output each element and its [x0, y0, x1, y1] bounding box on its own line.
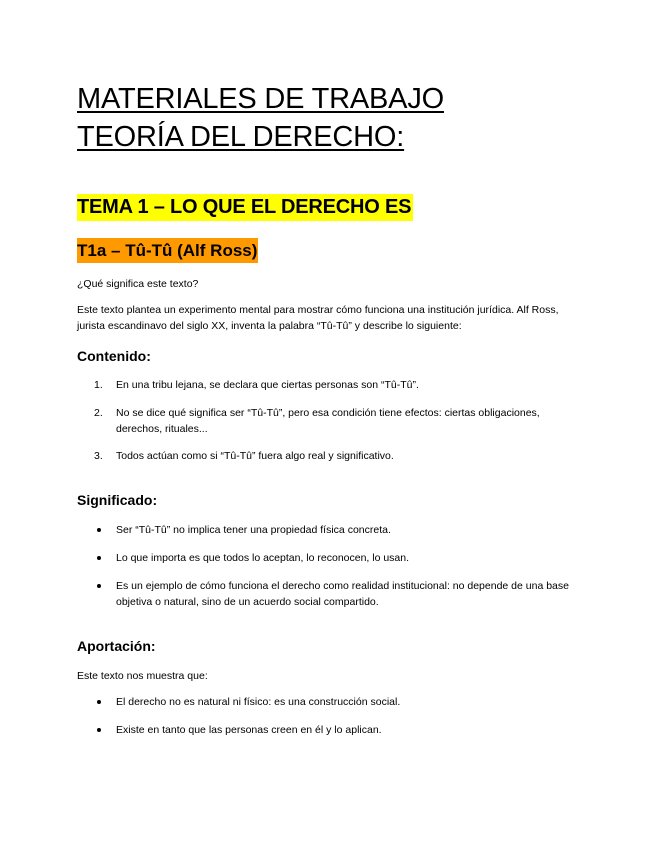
list-item-text: Es un ejemplo de cómo funciona el derecho como realidad institucional: no depende de una base objetiva o natural, sino de un acuerdo social compartido.	[116, 580, 569, 608]
tema-heading: TEMA 1 – LO QUE EL DERECHO ES	[77, 194, 413, 221]
significado-item	[116, 522, 576, 538]
list-item-text: No se dice qué significa ser “Tû-Tû”, pero esa condición tiene efectos: ciertas obligaciones, derechos, rituales...	[116, 407, 540, 435]
list-item-text: Existe en tanto que las personas creen en él y lo aplican.	[116, 724, 382, 736]
list-number: 3.	[94, 450, 103, 462]
bullet-icon	[97, 728, 101, 732]
section-heading: T1a – Tû-Tû (Alf Ross)	[77, 238, 258, 263]
document-title-line-1: MATERIALES DE TRABAJO	[77, 83, 444, 115]
list-item-text: Ser “Tû-Tû” no implica tener una propiedad física concreta.	[116, 524, 391, 536]
list-item-text: En una tribu lejana, se declara que ciertas personas son “Tû-Tû”.	[116, 379, 419, 391]
document-title-line-2: TEORÍA DEL DERECHO:	[77, 121, 405, 153]
question-text: ¿Qué significa este texto?	[77, 278, 199, 290]
contenido-item	[94, 448, 576, 464]
document-title	[77, 80, 637, 156]
contenido-item	[94, 405, 576, 437]
significado-item	[116, 578, 576, 610]
bullet-icon	[97, 700, 101, 704]
aportacion-intro: Este texto nos muestra que:	[77, 670, 208, 682]
aportacion-item	[116, 722, 576, 738]
bullet-icon	[97, 556, 101, 560]
contenido-item	[94, 377, 576, 393]
list-item-text: Lo que importa es que todos lo aceptan, lo reconocen, lo usan.	[116, 552, 410, 564]
significado-heading: Significado:	[77, 492, 158, 508]
significado-item	[116, 550, 576, 566]
intro-paragraph: Este texto plantea un experimento mental para mostrar cómo funciona una institución jurídica. Alf Ross, jurista escandinavo del siglo XX, inventa la palabra “Tû-Tû” y describe lo siguiente:	[77, 304, 559, 332]
contenido-heading: Contenido:	[77, 348, 151, 364]
bullet-icon	[97, 584, 101, 588]
list-item-text: Todos actúan como si “Tû-Tû” fuera algo real y significativo.	[116, 450, 394, 462]
bullet-icon	[97, 528, 101, 532]
list-item-text: El derecho no es natural ni físico: es una construcción social.	[116, 696, 401, 708]
list-number: 2.	[94, 407, 103, 419]
aportacion-item	[116, 694, 576, 710]
list-number: 1.	[94, 379, 103, 391]
aportacion-heading: Aportación:	[77, 638, 156, 654]
